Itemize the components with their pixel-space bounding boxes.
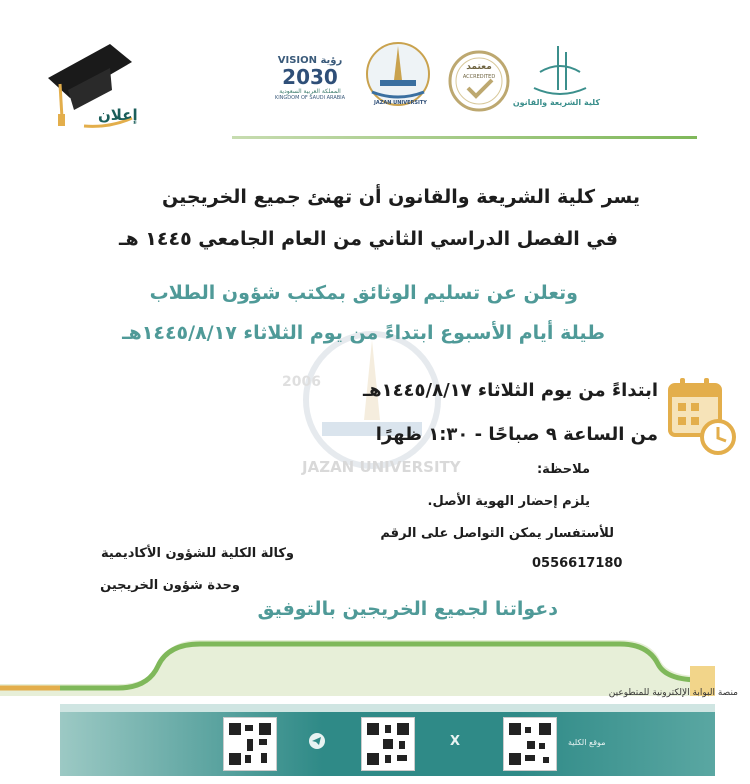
accredited-en: ACCREDITED: [462, 74, 496, 80]
vision-sub: المملكة العربية السعودية: [279, 88, 341, 95]
announcement-badge: [40, 38, 140, 133]
footer-bar: [60, 704, 715, 776]
documents-line-2: طيلة أيام الأسبوع ابتداءً من يوم الثلاثاء ١٤٤٥/٨/١٧هـ: [122, 322, 605, 344]
watermark-year: 2006: [282, 374, 321, 390]
accredited-ar: معتمد: [466, 62, 492, 72]
x-icon[interactable]: X: [450, 734, 461, 749]
telegram-icon[interactable]: [308, 732, 326, 750]
vision-year: 2030: [282, 65, 338, 89]
note-title: ملاحظة:: [536, 462, 590, 477]
closing-wish: دعواتنا لجميع الخريجين بالتوفيق: [257, 598, 558, 620]
college-logo: [512, 42, 600, 114]
university-name: JAZAN UNIVERSITY: [374, 100, 427, 106]
qr-icon: [507, 721, 553, 767]
vision-2030-logo: [265, 55, 355, 110]
qr-code-telegram[interactable]: [224, 718, 276, 770]
accredited-seal-icon: [446, 50, 512, 112]
vision-title: VISION رؤية: [277, 55, 343, 66]
note-id-requirement: يلزم إحضار الهوية الأصل.: [427, 494, 590, 509]
date-line: ابتداءً من يوم الثلاثاء ١٤٤٥/٨/١٧هـ: [362, 380, 658, 401]
footer-light-strip: [60, 704, 715, 712]
portal-label: منصة البوابة الإلكترونية للمتطوعين: [608, 688, 738, 698]
jazan-university-logo: [362, 40, 434, 110]
university-watermark: [262, 330, 482, 500]
contact-phone[interactable]: 0556617180: [532, 556, 623, 571]
calendar-clock-icon: [666, 375, 738, 455]
college-name: كلية الشريعة والقانون: [512, 98, 600, 107]
watermark-name: JAZAN UNIVERSITY: [302, 458, 461, 476]
qr-icon: [227, 721, 273, 767]
qr-icon: [365, 721, 411, 767]
decorative-wave: [0, 626, 750, 716]
site-label: موقع الكلية: [568, 738, 606, 747]
greeting-line-1: يسر كلية الشريعة والقانون أن تهنئ جميع الخريجين: [162, 186, 640, 208]
contact-text: للأستفسار يمكن التواصل على الرقم: [380, 526, 614, 541]
documents-line-1: وتعلن عن تسليم الوثائق بمكتب شؤون الطلاب: [149, 282, 578, 304]
signature-academic-affairs: وكالة الكلية للشؤون الأكاديمية: [100, 546, 294, 561]
qr-code-college-site[interactable]: [504, 718, 556, 770]
greeting-line-2: في الفصل الدراسي الثاني من العام الجامعي ١٤٤٥ هـ: [118, 228, 618, 250]
time-line: من الساعة ٩ صباحًا - ١:٣٠ ظهرًا: [375, 424, 658, 445]
accredited-logo: [446, 50, 512, 112]
vision-kingdom: KINGDOM OF SAUDI ARABIA: [274, 95, 346, 101]
qr-code-x[interactable]: [362, 718, 414, 770]
announcement-label: إعلان: [98, 106, 138, 124]
signature-graduates-unit: وحدة شؤون الخريجين: [100, 578, 240, 593]
header-divider: [232, 136, 697, 139]
college-emblem-icon: [520, 42, 600, 98]
